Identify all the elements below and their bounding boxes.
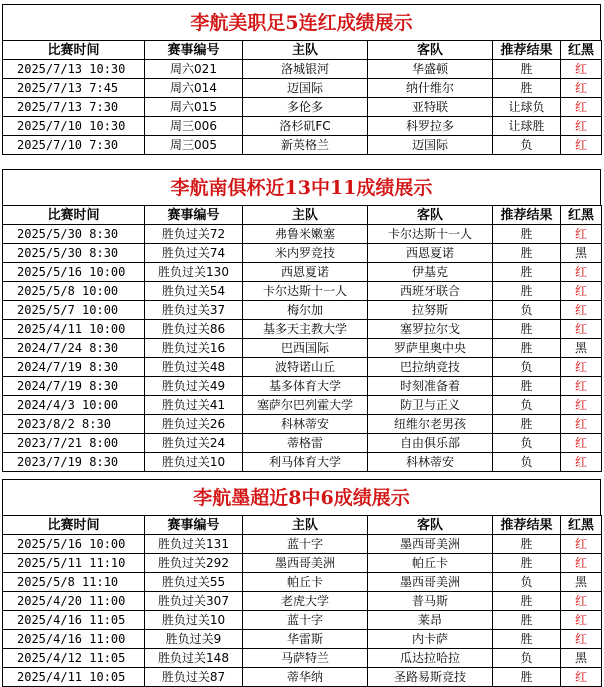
red-black: 黑 (561, 649, 602, 668)
table-row (3, 415, 602, 434)
match-id: 胜负过关10 (145, 611, 243, 630)
column-header: 红黑 (561, 516, 602, 535)
match-time: 2025/4/11 10:05 (3, 668, 145, 687)
away-team: 巴拉纳竞技 (368, 358, 493, 377)
match-time: 2025/7/10 7:30 (3, 136, 145, 155)
match-id: 周三005 (145, 136, 243, 155)
table-row (3, 339, 602, 358)
away-team: 罗萨里奥中央 (368, 339, 493, 358)
match-id: 周六014 (145, 79, 243, 98)
home-team: 洛杉矶FC (243, 117, 368, 136)
red-black: 红 (561, 377, 602, 396)
table-row (3, 668, 602, 687)
table-row (3, 98, 602, 117)
match-time: 2025/5/30 8:30 (3, 225, 145, 244)
red-black: 红 (561, 263, 602, 282)
match-id: 胜负过关130 (145, 263, 243, 282)
match-time: 2025/5/7 10:00 (3, 301, 145, 320)
match-time: 2025/5/16 10:00 (3, 535, 145, 554)
column-header: 赛事编号 (145, 516, 243, 535)
away-team: 西班牙联合 (368, 282, 493, 301)
column-header: 赛事编号 (145, 206, 243, 225)
section-title: 李航墨超近8中6成绩展示 (2, 479, 601, 515)
recommendation: 负 (493, 573, 561, 592)
section-title: 李航美职足5连红成绩展示 (2, 4, 601, 40)
away-team: 亚特联 (368, 98, 493, 117)
match-id: 胜负过关307 (145, 592, 243, 611)
column-header: 主队 (243, 516, 368, 535)
red-black: 红 (561, 301, 602, 320)
red-black: 黑 (561, 573, 602, 592)
recommendation: 负 (493, 136, 561, 155)
recommendation: 负 (493, 301, 561, 320)
away-team: 西恩夏诺 (368, 244, 493, 263)
away-team: 塞罗拉尔戈 (368, 320, 493, 339)
results-table (2, 40, 602, 155)
recommendation: 胜 (493, 60, 561, 79)
column-header: 客队 (368, 41, 493, 60)
home-team: 卡尔达斯十一人 (243, 282, 368, 301)
red-black: 红 (561, 453, 602, 472)
table-row (3, 358, 602, 377)
home-team: 多伦多 (243, 98, 368, 117)
table-row (3, 79, 602, 98)
match-id: 周六021 (145, 60, 243, 79)
away-team: 纽维尔老男孩 (368, 415, 493, 434)
recommendation: 胜 (493, 535, 561, 554)
match-time: 2025/4/20 11:00 (3, 592, 145, 611)
home-team: 蒂华纳 (243, 668, 368, 687)
recommendation: 胜 (493, 320, 561, 339)
recommendation: 负 (493, 649, 561, 668)
match-id: 胜负过关148 (145, 649, 243, 668)
recommendation: 胜 (493, 554, 561, 573)
column-header: 红黑 (561, 206, 602, 225)
home-team: 墨西哥美洲 (243, 554, 368, 573)
match-time: 2025/7/10 10:30 (3, 117, 145, 136)
section-title: 李航南俱杯近13中11成绩展示 (2, 169, 601, 205)
column-header: 推荐结果 (493, 41, 561, 60)
recommendation: 胜 (493, 668, 561, 687)
home-team: 华雷斯 (243, 630, 368, 649)
home-team: 蒂格雷 (243, 434, 368, 453)
match-time: 2024/4/3 10:00 (3, 396, 145, 415)
red-black: 红 (561, 611, 602, 630)
results-table (2, 515, 602, 687)
red-black: 黑 (561, 244, 602, 263)
home-team: 西恩夏诺 (243, 263, 368, 282)
recommendation: 胜 (493, 592, 561, 611)
away-team: 防卫与正义 (368, 396, 493, 415)
match-time: 2025/5/16 10:00 (3, 263, 145, 282)
away-team: 圣路易斯竞技 (368, 668, 493, 687)
recommendation: 负 (493, 453, 561, 472)
table-row (3, 244, 602, 263)
home-team: 帕丘卡 (243, 573, 368, 592)
red-black: 红 (561, 535, 602, 554)
table-row (3, 649, 602, 668)
away-team: 卡尔达斯十一人 (368, 225, 493, 244)
table-row (3, 573, 602, 592)
match-time: 2025/7/13 10:30 (3, 60, 145, 79)
table-row (3, 117, 602, 136)
red-black: 红 (561, 434, 602, 453)
away-team: 纳什维尔 (368, 79, 493, 98)
match-id: 胜负过关9 (145, 630, 243, 649)
match-id: 周六015 (145, 98, 243, 117)
column-header: 推荐结果 (493, 206, 561, 225)
home-team: 塞萨尔巴列霍大学 (243, 396, 368, 415)
red-black: 红 (561, 592, 602, 611)
match-id: 胜负过关48 (145, 358, 243, 377)
match-time: 2025/4/11 10:00 (3, 320, 145, 339)
recommendation: 胜 (493, 339, 561, 358)
away-team: 帕丘卡 (368, 554, 493, 573)
red-black: 红 (561, 225, 602, 244)
red-black: 红 (561, 630, 602, 649)
home-team: 利马体育大学 (243, 453, 368, 472)
red-black: 红 (561, 396, 602, 415)
recommendation: 负 (493, 396, 561, 415)
match-id: 胜负过关49 (145, 377, 243, 396)
header-row (3, 206, 602, 225)
match-time: 2025/5/8 11:10 (3, 573, 145, 592)
recommendation: 让球负 (493, 98, 561, 117)
column-header: 推荐结果 (493, 516, 561, 535)
away-team: 科罗拉多 (368, 117, 493, 136)
column-header: 比赛时间 (3, 206, 145, 225)
match-time: 2024/7/19 8:30 (3, 358, 145, 377)
home-team: 米内罗竞技 (243, 244, 368, 263)
table-row (3, 60, 602, 79)
match-id: 胜负过关292 (145, 554, 243, 573)
red-black: 红 (561, 282, 602, 301)
red-black: 红 (561, 136, 602, 155)
column-header: 客队 (368, 516, 493, 535)
away-team: 自由俱乐部 (368, 434, 493, 453)
away-team: 科林蒂安 (368, 453, 493, 472)
red-black: 红 (561, 415, 602, 434)
table-row (3, 320, 602, 339)
match-id: 胜负过关131 (145, 535, 243, 554)
match-time: 2023/7/19 8:30 (3, 453, 145, 472)
away-team: 普马斯 (368, 592, 493, 611)
match-time: 2024/7/19 8:30 (3, 377, 145, 396)
column-header: 比赛时间 (3, 516, 145, 535)
table-row (3, 611, 602, 630)
results-section (2, 479, 601, 687)
match-id: 胜负过关37 (145, 301, 243, 320)
red-black: 红 (561, 79, 602, 98)
match-id: 胜负过关74 (145, 244, 243, 263)
results-section (2, 169, 601, 472)
column-header: 客队 (368, 206, 493, 225)
results-table (2, 205, 602, 472)
table-row (3, 554, 602, 573)
table-row (3, 377, 602, 396)
table-row (3, 630, 602, 649)
match-id: 胜负过关55 (145, 573, 243, 592)
match-id: 胜负过关16 (145, 339, 243, 358)
recommendation: 负 (493, 358, 561, 377)
recommendation: 胜 (493, 263, 561, 282)
column-header: 赛事编号 (145, 41, 243, 60)
recommendation: 胜 (493, 415, 561, 434)
red-black: 红 (561, 98, 602, 117)
header-row (3, 516, 602, 535)
recommendation: 负 (493, 434, 561, 453)
column-header: 比赛时间 (3, 41, 145, 60)
match-time: 2023/7/21 8:00 (3, 434, 145, 453)
home-team: 巴西国际 (243, 339, 368, 358)
red-black: 黑 (561, 339, 602, 358)
column-header: 主队 (243, 206, 368, 225)
recommendation: 胜 (493, 377, 561, 396)
table-row (3, 453, 602, 472)
home-team: 蓝十字 (243, 611, 368, 630)
red-black: 红 (561, 554, 602, 573)
recommendation: 胜 (493, 282, 561, 301)
match-time: 2025/5/11 11:10 (3, 554, 145, 573)
match-time: 2024/7/24 8:30 (3, 339, 145, 358)
table-row (3, 263, 602, 282)
match-time: 2025/4/16 11:05 (3, 611, 145, 630)
away-team: 华盛顿 (368, 60, 493, 79)
home-team: 弗鲁米嫩塞 (243, 225, 368, 244)
recommendation: 胜 (493, 630, 561, 649)
table-row (3, 301, 602, 320)
recommendation: 胜 (493, 244, 561, 263)
match-id: 胜负过关86 (145, 320, 243, 339)
away-team: 伊基克 (368, 263, 493, 282)
column-header: 主队 (243, 41, 368, 60)
table-row (3, 282, 602, 301)
header-row (3, 41, 602, 60)
red-black: 红 (561, 668, 602, 687)
home-team: 迈国际 (243, 79, 368, 98)
match-id: 胜负过关72 (145, 225, 243, 244)
recommendation: 胜 (493, 611, 561, 630)
table-row (3, 535, 602, 554)
home-team: 马萨特兰 (243, 649, 368, 668)
home-team: 洛城银河 (243, 60, 368, 79)
match-id: 胜负过关41 (145, 396, 243, 415)
away-team: 迈国际 (368, 136, 493, 155)
match-id: 周三006 (145, 117, 243, 136)
away-team: 时刻准备着 (368, 377, 493, 396)
match-time: 2025/5/8 10:00 (3, 282, 145, 301)
red-black: 红 (561, 320, 602, 339)
match-time: 2023/8/2 8:30 (3, 415, 145, 434)
match-time: 2025/4/16 11:00 (3, 630, 145, 649)
match-id: 胜负过关87 (145, 668, 243, 687)
match-time: 2025/7/13 7:45 (3, 79, 145, 98)
table-row (3, 434, 602, 453)
match-time: 2025/4/12 11:05 (3, 649, 145, 668)
red-black: 红 (561, 117, 602, 136)
table-row (3, 136, 602, 155)
home-team: 波特诺山丘 (243, 358, 368, 377)
match-time: 2025/7/13 7:30 (3, 98, 145, 117)
red-black: 红 (561, 60, 602, 79)
match-id: 胜负过关10 (145, 453, 243, 472)
home-team: 科林蒂安 (243, 415, 368, 434)
home-team: 老虎大学 (243, 592, 368, 611)
red-black: 红 (561, 358, 602, 377)
table-row (3, 225, 602, 244)
away-team: 墨西哥美洲 (368, 573, 493, 592)
match-id: 胜负过关26 (145, 415, 243, 434)
home-team: 蓝十字 (243, 535, 368, 554)
recommendation: 让球胜 (493, 117, 561, 136)
home-team: 梅尔加 (243, 301, 368, 320)
recommendation: 胜 (493, 225, 561, 244)
home-team: 基多体育大学 (243, 377, 368, 396)
table-row (3, 592, 602, 611)
away-team: 内卡萨 (368, 630, 493, 649)
recommendation: 胜 (493, 79, 561, 98)
home-team: 新英格兰 (243, 136, 368, 155)
results-section (2, 4, 601, 155)
match-time: 2025/5/30 8:30 (3, 244, 145, 263)
away-team: 拉努斯 (368, 301, 493, 320)
away-team: 莱昂 (368, 611, 493, 630)
column-header: 红黑 (561, 41, 602, 60)
home-team: 基多天主教大学 (243, 320, 368, 339)
away-team: 墨西哥美洲 (368, 535, 493, 554)
match-id: 胜负过关54 (145, 282, 243, 301)
away-team: 瓜达拉哈拉 (368, 649, 493, 668)
table-row (3, 396, 602, 415)
match-id: 胜负过关24 (145, 434, 243, 453)
